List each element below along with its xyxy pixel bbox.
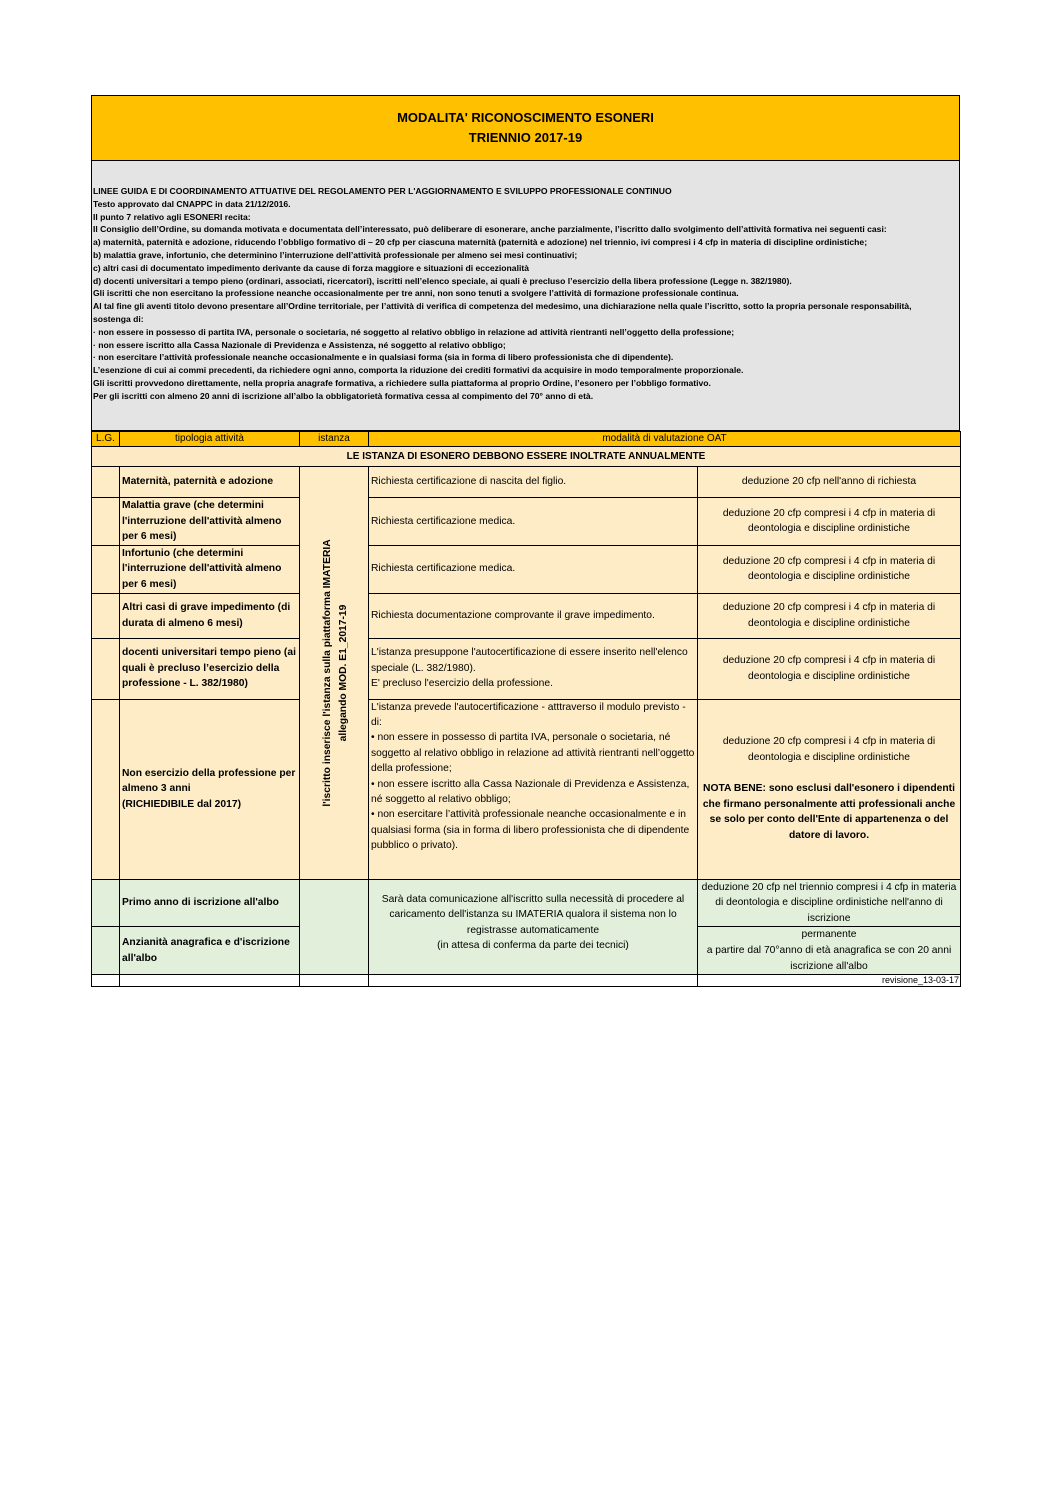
header-lg: L.G. — [92, 432, 120, 447]
intro-line: · non essere iscritto alla Cassa Nazionale di Previdenza e Assistenza, né soggetto al relativo obbligo; — [93, 339, 506, 350]
valutazione-cell: deduzione 20 cfp nel triennio compresi i 4 cfp in materia di deontologia e discipline ordinistiche nell'anno di iscrizione — [698, 879, 961, 927]
table-header-row — [92, 432, 961, 447]
valutazione-cell — [698, 699, 961, 879]
intro-line: c) altri casi di documentato impedimento derivante da cause di forza maggiore e situazioni di eccezionalità — [93, 262, 530, 273]
modalita-cell: L'istanza prevede l'autocertificazione - atttraverso il modulo previsto - di: • non essere in possesso di partita IVA, personale o societaria, né soggetto al relativo obbligo in relazione ad attività rientranti nell’oggetto della professione; • non essere iscritto alla Cassa Nazionale di Previdenza e Assistenza, né soggetto al relativo obbligo; • non esercitare l’attività professionale neanche occasionalmente e in qualsiasi forma (sia in forma di libero professionista che di dipendente pubblico o privato). — [369, 699, 698, 879]
lg-cell — [92, 467, 120, 498]
tipologia-cell: Anzianità anagrafica e d'iscrizione all'albo — [120, 927, 300, 975]
lg-cell — [92, 927, 120, 975]
lg-cell — [92, 593, 120, 638]
empty-cell — [120, 975, 300, 987]
modalita-cell: Richiesta certificazione medica. — [369, 498, 698, 546]
lg-cell — [92, 498, 120, 546]
table-row — [92, 593, 961, 638]
lg-cell — [92, 699, 120, 879]
modalita-cell: Richiesta documentazione comprovante il grave impedimento. — [369, 593, 698, 638]
exemptions-sheet — [91, 95, 960, 987]
header-tipologia: tipologia attività — [120, 432, 300, 447]
title-banner — [91, 95, 960, 161]
title-line-2: TRIENNIO 2017-19 — [468, 130, 583, 145]
guidelines-text — [91, 161, 960, 431]
valutazione-cell: deduzione 20 cfp nell'anno di richiesta — [698, 467, 961, 498]
intro-line: b) malattia grave, infortunio, che determinino l’interruzione dell’attività professionale per almeno sei mesi continuativi; — [93, 249, 578, 260]
tipologia-cell: docenti universitari tempo pieno (ai quali è precluso l’esercizio della professione - L. 382/1980) — [120, 638, 300, 699]
valutazione-cell: deduzione 20 cfp compresi i 4 cfp in materia di deontologia e discipline ordinistiche — [698, 498, 961, 546]
tipologia-cell: Primo anno di iscrizione all'albo — [120, 879, 300, 927]
modalita-cell: L'istanza presuppone l'autocertificazione di essere inserito nell'elenco speciale (L. 382/1980). E' precluso l'esercizio della professione. — [369, 638, 698, 699]
intro-line: · non essere in possesso di partita IVA, personale o societaria, né soggetto al relativo obbligo in relazione ad attività rientranti nell’oggetto della professione; — [93, 326, 735, 337]
header-istanza: istanza — [300, 432, 369, 447]
table-row — [92, 545, 961, 593]
intro-line: Al tal fine gli aventi titolo devono presentare all’Ordine territoriale, per l’attività di verifica di competenza del medesimo, una dichiarazione nella quale l’iscritto, sotto la propria personale responsabilità, — [93, 301, 912, 312]
annual-notice: LE ISTANZA DI ESONERO DEBBONO ESSERE INOLTRATE ANNUALMENTE — [92, 447, 961, 467]
nota-bene: NOTA BENE: sono esclusi dall'esonero i dipendenti che firmano personalmente atti professionali anche se solo per conto dell'Ente di appartenenza o del datore di lavoro. — [702, 783, 956, 842]
intro-line: Testo approvato dal CNAPPC in data 21/12/2016. — [93, 198, 291, 209]
valutazione-text: deduzione 20 cfp compresi i 4 cfp in materia di deontologia e discipline ordinistiche — [722, 736, 936, 764]
table-row — [92, 638, 961, 699]
modalita-cell: Richiesta certificazione medica. — [369, 545, 698, 593]
tipologia-cell: Infortunio (che determini l'interruzione dell'attività almeno per 6 mesi) — [120, 545, 300, 593]
empty-cell — [369, 975, 698, 987]
revision-label: revisione_13-03-17 — [698, 975, 961, 987]
lg-cell — [92, 638, 120, 699]
valutazione-cell: deduzione 20 cfp compresi i 4 cfp in materia di deontologia e discipline ordinistiche — [698, 593, 961, 638]
title-line-1: MODALITA' RICONOSCIMENTO ESONERI — [397, 110, 654, 125]
intro-line: · non esercitare l’attività professionale neanche occasionalmente e in qualsiasi forma (sia in forma di libero professionista che di dipendente). — [93, 352, 674, 363]
modalita-cell: Richiesta certificazione di nascita del figlio. — [369, 467, 698, 498]
istanza-vertical-cell — [300, 467, 369, 880]
intro-line: Il Consiglio dell’Ordine, su domanda motivata e documentata dell’interessato, può deliberare di esonerare, anche parzialmente, l’iscritto dallo svolgimento dell’attività formativa nei seguenti casi: — [93, 224, 887, 235]
table-row — [92, 467, 961, 498]
table-row — [92, 699, 961, 879]
intro-line: sostenga di: — [93, 313, 144, 324]
table-row — [92, 498, 961, 546]
istanza-line-1: l'iscritto inserisce l'istanza sulla piattaforma IMATERIA — [322, 539, 333, 807]
valutazione-cell: deduzione 20 cfp compresi i 4 cfp in materia di deontologia e discipline ordinistiche — [698, 545, 961, 593]
intro-line: Il punto 7 relativo agli ESONERI recita: — [93, 211, 251, 222]
intro-line: Per gli iscritti con almeno 20 anni di iscrizione all’albo la obbligatorietà formativa cessa al compimento del 70° anno di età. — [93, 390, 594, 401]
empty-cell — [300, 975, 369, 987]
header-modalita: modalità di valutazione OAT — [369, 432, 961, 447]
valutazione-cell: permanente a partire dal 70°anno di età anagrafica se con 20 anni iscrizione all'albo — [698, 927, 961, 975]
intro-line: L’esenzione di cui ai commi precedenti, da richiedere ogni anno, comporta la riduzione dei crediti formativi da acquisire in modo temporalmente proporzionale. — [93, 365, 744, 376]
annual-notice-row — [92, 447, 961, 467]
intro-line: LINEE GUIDA E DI COORDINAMENTO ATTUATIVE DEL REGOLAMENTO PER L'AGGIORNAMENTO E SVILUPPO PROFESSIONALE CONTINUO — [93, 186, 672, 196]
istanza-cell — [300, 879, 369, 975]
istanza-vertical-text — [300, 469, 369, 877]
valutazione-cell: deduzione 20 cfp compresi i 4 cfp in materia di deontologia e discipline ordinistiche — [698, 638, 961, 699]
intro-line: Gli iscritti che non esercitano la professione neanche occasionalmente per tre anni, non sono tenuti a svolgere l’attività di formazione professionale continua. — [93, 288, 739, 299]
table-row — [92, 879, 961, 927]
intro-line: a) maternità, paternità e adozione, riducendo l’obbligo formativo di – 20 cfp per ciascuna maternità (paternità e adozione) nel triennio, ivi compresi i 4 cfp in materia di discipline ordinistiche; — [93, 237, 868, 248]
table-footer-row — [92, 975, 961, 987]
intro-line: d) docenti universitari a tempo pieno (ordinari, associati, ricercatori), iscritti nell’elenco speciale, ai quali è precluso l’esercizio della libera professione (Legge n. 382/1980). — [93, 275, 792, 286]
tipologia-cell: Maternità, paternità e adozione — [120, 467, 300, 498]
lg-cell — [92, 879, 120, 927]
exemptions-table — [91, 431, 961, 987]
modalita-cell: Sarà data comunicazione all'iscritto sulla necessità di procedere al caricamento dell'istanza su IMATERIA qualora il sistema non lo registrasse automaticamente (in attesa di conferma da parte dei tecnici) — [369, 879, 698, 975]
lg-cell — [92, 545, 120, 593]
empty-cell — [92, 975, 120, 987]
tipologia-cell: Altri casi di grave impedimento (di durata di almeno 6 mesi) — [120, 593, 300, 638]
tipologia-cell: Malattia grave (che determini l'interruzione dell'attività almeno per 6 mesi) — [120, 498, 300, 546]
istanza-line-2: allegando MOD. E1_2017-19 — [338, 604, 349, 742]
intro-line: Gli iscritti provvedono direttamente, nella propria anagrafe formativa, a richiedere sulla piattaforma al proprio Ordine, l’esonero per l’obbligo formativo. — [93, 377, 711, 388]
tipologia-cell: Non esercizio della professione per almeno 3 anni (RICHIEDIBILE dal 2017) — [120, 699, 300, 879]
